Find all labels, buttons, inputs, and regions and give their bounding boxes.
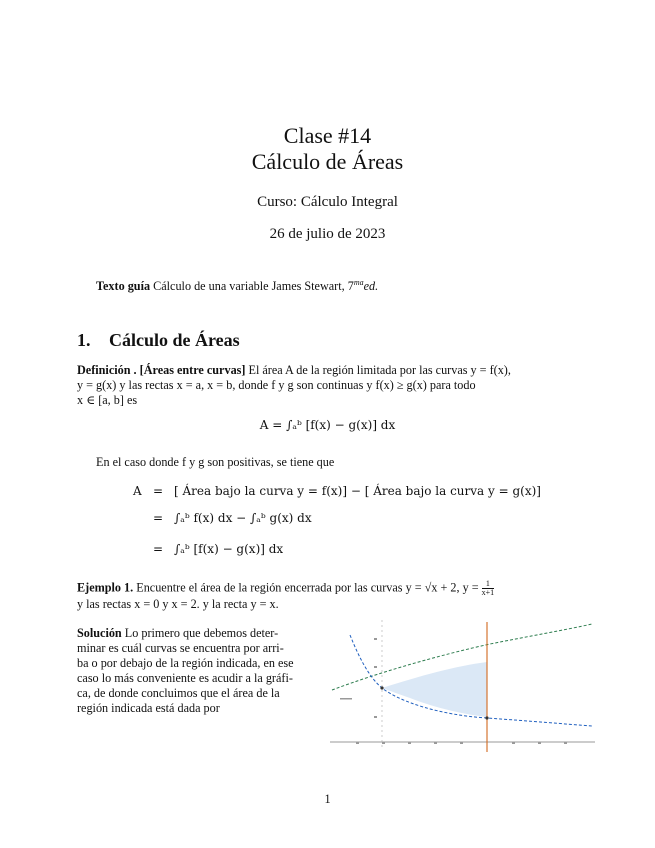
section-number: 1.	[77, 330, 91, 350]
example-label: Ejemplo 1.	[77, 580, 134, 595]
date-label: 26 de julio de 2023	[269, 226, 386, 242]
solution-line0: Lo primero que debemos deter-	[124, 626, 279, 640]
point-x2	[485, 716, 488, 719]
guide-ed: ed.	[363, 279, 379, 294]
intersection-point	[380, 686, 383, 689]
positive-case-text: En el caso donde f y g son positivas, se tiene que	[96, 455, 335, 469]
guide-text	[96, 275, 378, 294]
solution-line5: región indicada está dada por	[77, 701, 220, 715]
page-number: 1	[324, 792, 331, 806]
solution-paragraph	[77, 626, 322, 716]
example-paragraph	[77, 580, 587, 612]
fraction-denominator: x+1	[481, 588, 495, 597]
example-fraction	[482, 580, 495, 597]
derivation-row1: [ Área bajo la curva y = f(x)] − [ Área bajo la curva y = g(x)]	[174, 484, 541, 498]
fraction-numerator: 1	[485, 579, 490, 588]
solution-line3: caso lo más conveniente es acudir a la gráfi-	[77, 671, 293, 685]
derivation-lhs: A	[133, 484, 142, 498]
example-line2: y las rectas x = 0 y x = 2. y la recta y = x.	[77, 597, 279, 611]
definition-paragraph	[77, 363, 577, 408]
guide-label: Texto guía	[96, 279, 151, 294]
definition-label: Definición .	[77, 363, 137, 377]
derivation-eq3: =	[153, 542, 164, 556]
solution-line2: ba o por debajo de la región indicada, en ese	[77, 656, 294, 670]
solution-line1: minar es cuál curvas se encuentra por arri-	[77, 641, 284, 655]
definition-name: [Áreas entre curvas]	[139, 363, 246, 377]
definition-line3: x ∈ [a, b] es	[77, 393, 138, 407]
guide-book: Cálculo de una variable James Stewart, 7	[153, 279, 354, 294]
page-title-line1: Clase #14	[283, 123, 372, 148]
derivation-row3: ∫ₐᵇ [f(x) − g(x)] dx	[174, 542, 284, 556]
example-line1: Encuentre el área de la región encerrada por las curvas y = √x + 2, y =	[136, 580, 479, 595]
page-title-line2: Cálculo de Áreas	[251, 149, 404, 174]
section-title: Cálculo de Áreas	[109, 330, 240, 350]
solution-label: Solución	[77, 626, 122, 640]
derivation-eq1: =	[153, 484, 164, 498]
course-label: Curso: Cálculo Integral	[257, 194, 398, 210]
shaded-region	[382, 662, 487, 717]
derivation-row2: ∫ₐᵇ f(x) dx − ∫ₐᵇ g(x) dx	[174, 511, 312, 525]
definition-formula: A = ∫ₐᵇ [f(x) − g(x)] dx	[259, 418, 396, 432]
guide-sup: ma	[353, 278, 364, 287]
area-graph	[330, 620, 595, 755]
solution-line4: ca, de donde concluimos que el área de la	[77, 686, 280, 700]
definition-line1: El área A de la región limitada por las curvas y = f(x),	[248, 363, 511, 377]
definition-line2: y = g(x) y las rectas x = a, x = b, donde f y g son continuas y f(x) ≥ g(x) para todo	[77, 378, 476, 392]
derivation-eq2: =	[153, 511, 164, 525]
section-heading	[77, 330, 240, 351]
